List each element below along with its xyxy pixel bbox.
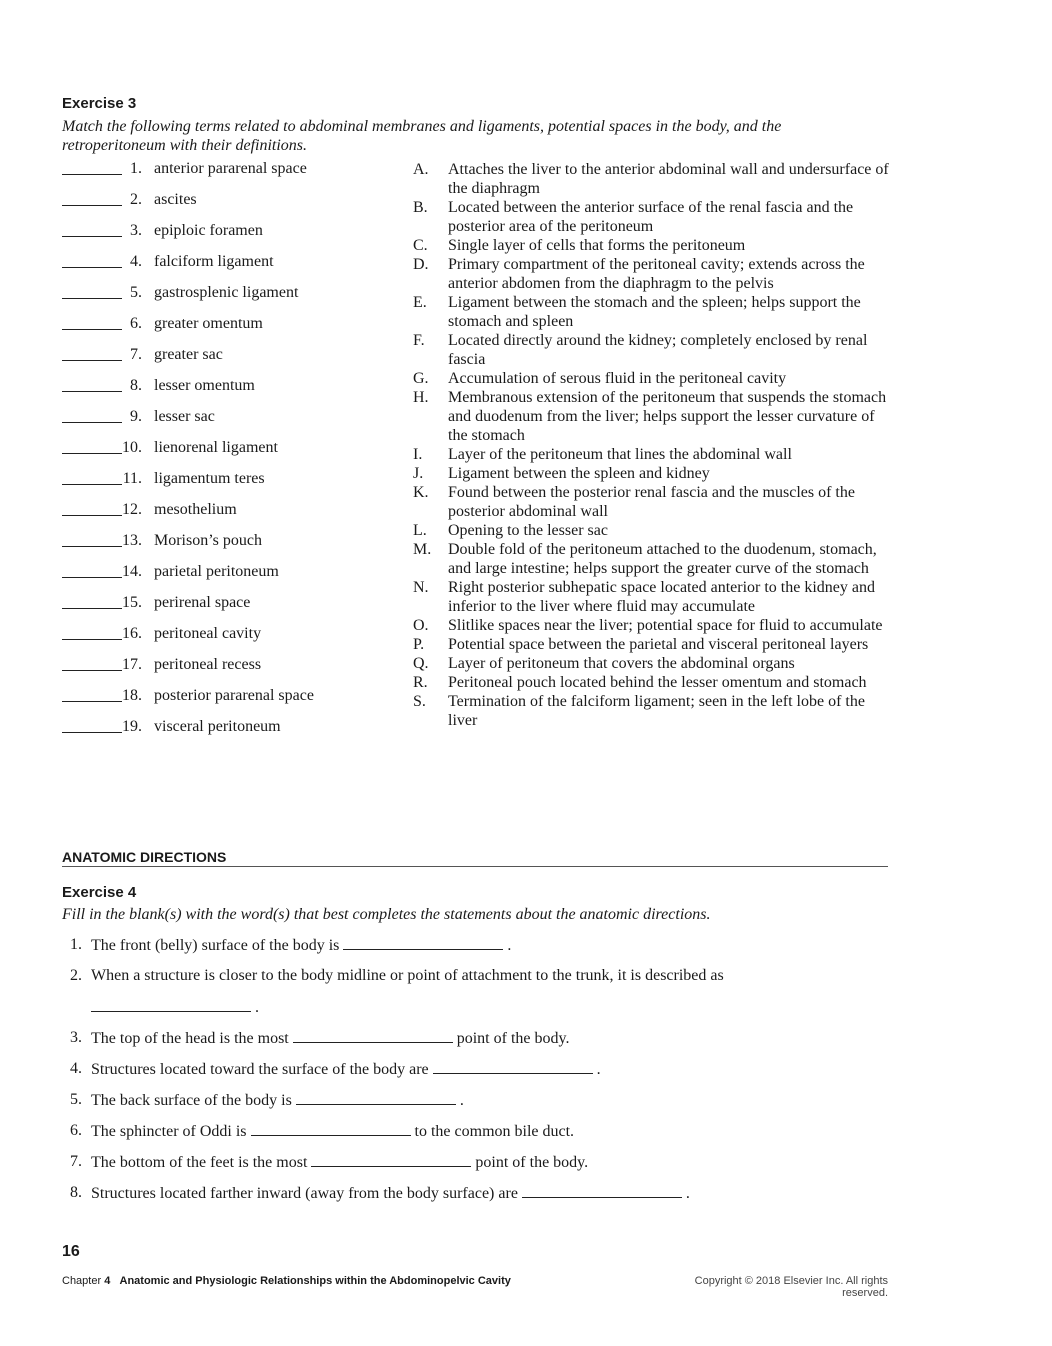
definition-letter: G.: [413, 370, 429, 387]
exercise4-instructions: Fill in the blank(s) with the word(s) that best completes the statements about the anatomic directions.: [62, 906, 711, 923]
fill-text-before: The bottom of the feet is the most: [91, 1154, 308, 1171]
definition-letter: S.: [413, 693, 426, 710]
chapter-title: Anatomic and Physiologic Relationships within the Abdominopelvic Cavity: [119, 1275, 511, 1287]
definition-item: [411, 255, 891, 293]
exercise3-title: Exercise 3: [62, 95, 137, 112]
term-item: [62, 283, 382, 314]
answer-blank[interactable]: [62, 329, 122, 330]
term-text: falciform ligament: [154, 253, 274, 270]
definition-letter: I.: [413, 446, 423, 463]
term-item: [62, 221, 382, 252]
definition-letter: O.: [413, 617, 429, 634]
answer-blank[interactable]: [62, 484, 122, 485]
definition-letter: C.: [413, 237, 428, 254]
definition-text: Ligament between the spleen and kidney: [448, 465, 710, 482]
term-text: ligamentum teres: [154, 470, 265, 487]
definition-letter: D.: [413, 256, 429, 273]
definition-text: Layer of the peritoneum that lines the abdominal wall: [448, 446, 792, 463]
definition-letter: N.: [413, 579, 429, 596]
fill-item: [70, 935, 870, 966]
term-item: [62, 438, 382, 469]
term-text: anterior pararenal space: [154, 160, 307, 177]
definition-item: [411, 483, 891, 521]
fill-number: 1.: [70, 936, 82, 953]
definition-text: Accumulation of serous fluid in the peritoneal cavity: [448, 370, 787, 387]
fill-number: 7.: [70, 1153, 82, 1170]
term-text: posterior pararenal space: [154, 687, 314, 704]
answer-blank[interactable]: [343, 935, 503, 950]
definition-text: Found between the posterior renal fascia and the muscles of the posterior abdominal wall: [448, 484, 855, 520]
definition-item: [411, 540, 891, 578]
term-text: mesothelium: [154, 501, 237, 518]
term-list: [62, 159, 382, 748]
definition-text: Peritoneal pouch located behind the lesser omentum and stomach: [448, 674, 867, 691]
fill-item: [70, 1090, 870, 1121]
fill-item: [70, 1059, 870, 1090]
fill-text-before: When a structure is closer to the body midline or point of attachment to the trunk, it is described as: [91, 967, 724, 984]
definition-text: Located between the anterior surface of the renal fascia and the posterior area of the peritoneum: [448, 199, 854, 235]
definition-text: Primary compartment of the peritoneal cavity; extends across the anterior abdomen from the diaphragm to the pelvis: [448, 256, 865, 292]
definition-item: [411, 369, 891, 388]
fill-text-after: .: [596, 1061, 601, 1078]
definition-text: Layer of peritoneum that covers the abdominal organs: [448, 655, 795, 672]
definition-text: Single layer of cells that forms the peritoneum: [448, 237, 746, 254]
term-number: 10.: [122, 439, 142, 456]
fill-in-list: [70, 935, 870, 1214]
definition-item: [411, 464, 891, 483]
fill-item: [70, 1028, 870, 1059]
definition-item: [411, 673, 891, 692]
answer-blank[interactable]: [62, 174, 122, 175]
definition-letter: H.: [413, 389, 429, 406]
fill-text-before: The top of the head is the most: [91, 1030, 289, 1047]
term-number: 16.: [122, 625, 142, 642]
term-number: 7.: [130, 346, 142, 363]
term-item: [62, 655, 382, 686]
term-number: 8.: [130, 377, 142, 394]
chapter-number: 4: [104, 1275, 111, 1287]
answer-blank[interactable]: [62, 298, 122, 299]
answer-blank[interactable]: [62, 391, 122, 392]
term-number: 1.: [130, 160, 142, 177]
fill-number: 8.: [70, 1184, 82, 1201]
answer-blank[interactable]: [62, 732, 122, 733]
term-number: 12.: [122, 501, 142, 518]
definition-letter: E.: [413, 294, 427, 311]
term-text: peritoneal cavity: [154, 625, 262, 642]
term-text: perirenal space: [154, 594, 251, 611]
answer-blank[interactable]: [433, 1059, 593, 1074]
fill-text-before: The front (belly) surface of the body is: [91, 937, 340, 954]
definition-text: Termination of the falciform ligament; seen in the left lobe of the liver: [448, 693, 865, 729]
fill-text-after: .: [685, 1185, 690, 1202]
term-item: [62, 314, 382, 345]
page-number: 16: [62, 1243, 80, 1260]
fill-text-after: .: [255, 999, 259, 1016]
answer-blank[interactable]: [62, 515, 122, 516]
answer-blank[interactable]: [62, 422, 122, 423]
term-item: [62, 624, 382, 655]
definition-item: [411, 654, 891, 673]
definition-item: [411, 635, 891, 654]
answer-blank[interactable]: [62, 236, 122, 237]
term-number: 17.: [122, 656, 142, 673]
term-item: [62, 686, 382, 717]
definition-letter: R.: [413, 674, 428, 691]
fill-item: [70, 966, 870, 1028]
answer-blank[interactable]: [62, 453, 122, 454]
definition-text: Right posterior subhepatic space located anterior to the kidney and inferior to the liver where fluid may accumulate: [448, 579, 875, 615]
fill-text-before: Structures located farther inward (away from the body surface) are: [91, 1185, 518, 1202]
term-number: 4.: [130, 253, 142, 270]
term-item: [62, 252, 382, 283]
definition-item: [411, 692, 891, 730]
definition-text: Attaches the liver to the anterior abdominal wall and undersurface of the diaphragm: [448, 161, 889, 197]
term-text: peritoneal recess: [154, 656, 262, 673]
answer-blank[interactable]: [251, 1121, 411, 1136]
term-number: 2.: [130, 191, 142, 208]
definition-letter: F.: [413, 332, 425, 349]
definition-item: [411, 331, 891, 369]
term-text: visceral peritoneum: [154, 718, 281, 735]
answer-blank[interactable]: [62, 360, 122, 361]
definition-text: Opening to the lesser sac: [448, 522, 608, 539]
exercise3-instructions: Match the following terms related to abdominal membranes and ligaments, potential spaces in the body, and the retroperitoneum with their definitions.: [62, 118, 782, 154]
term-number: 6.: [130, 315, 142, 332]
definition-item: [411, 293, 891, 331]
term-item: [62, 531, 382, 562]
term-item: [62, 159, 382, 190]
fill-text-after: to the common bile duct.: [414, 1123, 575, 1140]
definition-letter: P.: [413, 636, 425, 653]
fill-item: [70, 1121, 870, 1152]
fill-text-after: .: [507, 937, 512, 954]
term-item: [62, 593, 382, 624]
definition-list: [411, 160, 891, 730]
term-number: 14.: [122, 563, 142, 580]
definition-item: [411, 578, 891, 616]
definition-item: [411, 236, 891, 255]
definition-item: [411, 445, 891, 464]
exercise4-title: Exercise 4: [62, 884, 137, 901]
term-item: [62, 500, 382, 531]
term-text: gastrosplenic ligament: [154, 284, 299, 301]
term-item: [62, 407, 382, 438]
fill-item: [70, 1152, 870, 1183]
term-text: lienorenal ligament: [154, 439, 278, 456]
term-item: [62, 376, 382, 407]
definition-text: Ligament between the stomach and the spleen; helps support the stomach and spleen: [448, 294, 861, 330]
answer-blank[interactable]: [311, 1152, 471, 1167]
fill-text-after: point of the body.: [456, 1030, 570, 1047]
term-item: [62, 562, 382, 593]
term-item: [62, 469, 382, 500]
fill-number: 3.: [70, 1029, 82, 1046]
fill-number: 2.: [70, 967, 82, 984]
definition-text: Double fold of the peritoneum attached to the duodenum, stomach, and large intestine; helps support the greater curve of the stomach: [448, 541, 877, 577]
definition-item: [411, 616, 891, 635]
definition-text: Slitlike spaces near the liver; potential space for fluid to accumulate: [448, 617, 883, 634]
term-text: greater sac: [154, 346, 223, 363]
term-number: 18.: [122, 687, 142, 704]
definition-letter: A.: [413, 161, 429, 178]
definition-text: Located directly around the kidney; completely enclosed by renal fascia: [448, 332, 868, 368]
chapter-label: Chapter: [62, 1275, 102, 1287]
answer-blank[interactable]: [62, 267, 122, 268]
definition-letter: Q.: [413, 655, 429, 672]
answer-blank[interactable]: [522, 1183, 682, 1198]
term-item: [62, 190, 382, 221]
answer-blank[interactable]: [62, 577, 122, 578]
definition-item: [411, 388, 891, 445]
answer-blank[interactable]: [296, 1090, 456, 1105]
term-number: 15.: [122, 594, 142, 611]
fill-number: 5.: [70, 1091, 82, 1108]
answer-blank[interactable]: [62, 546, 122, 547]
copyright-notice: Copyright © 2018 Elsevier Inc. All rights reserved.: [694, 1275, 888, 1299]
answer-blank[interactable]: [91, 997, 251, 1012]
answer-blank[interactable]: [62, 608, 122, 609]
fill-text-after: .: [459, 1092, 464, 1109]
chapter-footer: [62, 1275, 511, 1287]
definition-letter: M.: [413, 541, 432, 558]
definition-text: Potential space between the parietal and visceral peritoneal layers: [448, 636, 869, 653]
fill-number: 4.: [70, 1060, 82, 1077]
term-text: parietal peritoneum: [154, 563, 279, 580]
definition-letter: B.: [413, 199, 428, 216]
section-heading: ANATOMIC DIRECTIONS: [62, 849, 888, 867]
answer-blank[interactable]: [62, 701, 122, 702]
definition-letter: J.: [413, 465, 424, 482]
term-text: epiploic foramen: [154, 222, 263, 239]
term-number: 9.: [130, 408, 142, 425]
fill-text-before: The back surface of the body is: [91, 1092, 292, 1109]
term-text: lesser sac: [154, 408, 215, 425]
term-number: 13.: [122, 532, 142, 549]
term-text: greater omentum: [154, 315, 263, 332]
definition-item: [411, 521, 891, 540]
answer-blank[interactable]: [62, 639, 122, 640]
definition-text: Membranous extension of the peritoneum that suspends the stomach and duodenum from the liver; helps support the lesser curvature of the stomach: [448, 389, 887, 444]
fill-item: [70, 1183, 870, 1214]
term-number: 11.: [122, 470, 142, 487]
definition-item: [411, 198, 891, 236]
term-text: Morison’s pouch: [154, 532, 262, 549]
term-number: 3.: [130, 222, 142, 239]
answer-blank[interactable]: [62, 670, 122, 671]
fill-number: 6.: [70, 1122, 82, 1139]
term-text: lesser omentum: [154, 377, 255, 394]
term-item: [62, 345, 382, 376]
term-number: 19.: [122, 718, 142, 735]
term-text: ascites: [154, 191, 197, 208]
definition-letter: K.: [413, 484, 429, 501]
fill-text-before: Structures located toward the surface of the body are: [91, 1061, 429, 1078]
answer-blank[interactable]: [293, 1028, 453, 1043]
term-item: [62, 717, 382, 748]
term-number: 5.: [130, 284, 142, 301]
definition-item: [411, 160, 891, 198]
fill-text-before: The sphincter of Oddi is: [91, 1123, 247, 1140]
fill-text-after: point of the body.: [475, 1154, 589, 1171]
definition-letter: L.: [413, 522, 427, 539]
answer-blank[interactable]: [62, 205, 122, 206]
